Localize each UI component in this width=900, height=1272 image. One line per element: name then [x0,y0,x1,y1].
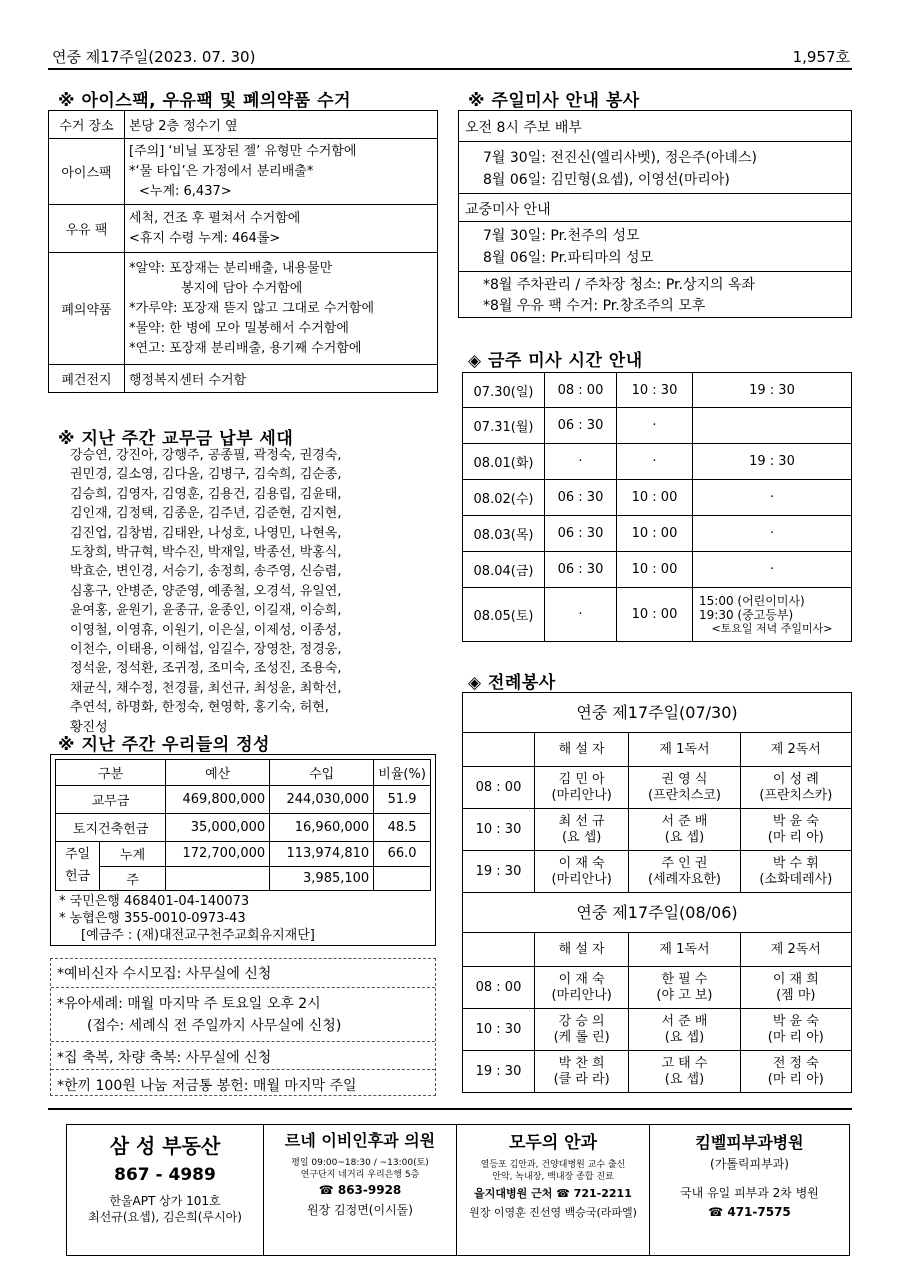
ratio-cell [374,866,431,891]
donor-line: 황진성 [70,719,108,735]
guide-section-lines [483,147,757,191]
guide-divider [459,221,851,222]
budget-cell: 172,700,000 [166,842,270,867]
name: 서 준 배 [661,1013,708,1029]
reader2-cell [740,767,851,809]
ad-line: 한울APT 상가 101호 [109,1194,221,1208]
table-row [463,408,852,444]
liturgy-table [462,692,852,1093]
guide-line: 8월 06일: Pr.파티마의 성모 [483,250,654,266]
time-cell [693,373,852,408]
col-header: 제 1독서 [629,733,740,767]
ratio-cell: 48.5 [374,814,431,842]
time-cell [693,408,852,444]
row-label: 아이스팩 [49,139,125,205]
line: <휴지 수령 누계: 464롤> [129,230,281,246]
ad-lines [457,1159,649,1220]
time-line: · [769,526,775,541]
reader2-cell [740,851,851,893]
guide-box [458,110,852,318]
bank-line: * 농협은행 355-0010-0973-43 [59,911,246,926]
guide-line: 7월 30일: Pr.천주의 성모 [483,228,640,244]
donor-line: 권민경, 길소영, 김다올, 김병구, 김숙희, 김순종, [70,467,342,483]
income-cell: 244,030,000 [270,786,374,814]
time-cell: 10 : 30 [463,1009,535,1051]
ad-line: 열등포 김안과, 건양대병원 교수 출신 [480,1160,626,1170]
baptismal-name: (요 셉) [664,1029,705,1045]
name: 이 성 례 [772,771,819,787]
ad-title: 킴벨피부과병원 [695,1133,804,1152]
ad-line: 을지대병원 근처 ☎ 721-2211 [474,1187,632,1200]
ad-ent-clinic [264,1124,456,1254]
baptismal-name: (마리안나) [551,787,612,803]
notice-divider [51,987,435,988]
col-header: 해 설 자 [535,933,629,967]
time-cell: · [545,588,617,642]
time-cell: 08 : 00 [463,767,535,809]
ad-line: 평일 09:00~18:30 / ~13:00(토) [291,1158,429,1168]
time-cell: 10 : 30 [463,809,535,851]
baptismal-name: (야 고 보) [656,987,713,1003]
time-cell: 06 : 30 [545,552,617,588]
time-cell: 10 : 00 [617,588,693,642]
table-row [49,253,438,365]
donor-line: 도창희, 박규혁, 박수진, 박재일, 박종선, 박홍식, [70,545,342,561]
time-cell: · [617,408,693,444]
table-row [463,480,852,516]
ad-real-estate [67,1124,263,1254]
baptismal-name: (프란치스카) [759,787,833,803]
row-label: 수거 장소 [49,111,125,139]
line: [주의] ‘비닐 포장된 젤’ 유형만 수거함에 [129,143,357,159]
offerings-title: ※ 지난 주간 우리들의 정성 [58,735,270,755]
donor-line: 채균식, 채수정, 천경률, 최선규, 최성윤, 최학선, [70,680,342,696]
time-cell: 19 : 30 [463,1051,535,1093]
day-cell: 07.30(일) [463,373,545,408]
baptismal-name: (클 라 라) [553,1071,610,1087]
notice-item: (접수: 세례식 전 주일까지 사무실에 신청) [87,1018,342,1034]
commentator-cell [535,1009,629,1051]
ad-line: 안악, 녹내장, 백내장 종합 진료 [492,1172,614,1182]
row-label: 우유 팩 [49,205,125,253]
name: 박 수 휘 [772,855,819,871]
table-row [56,842,431,867]
guide-line: *8월 주차관리 / 주차장 청소: Pr.상지의 옥좌 [483,277,756,293]
line: *‘물 타입’은 가정에서 분리배출* [129,163,314,179]
baptismal-name: (요 셉) [664,829,705,845]
col-header: 해 설 자 [535,733,629,767]
name: 김 민 아 [558,771,605,787]
donors-title: ※ 지난 주간 교무금 납부 세대 [58,429,294,449]
guide-section-lines [483,225,653,269]
commentator-cell [535,767,629,809]
col-header: 제 2독서 [740,933,851,967]
reader1-cell [629,1009,740,1051]
notice-item: *집 축복, 차량 축복: 사무실에 신청 [57,1050,272,1066]
footer-divider [48,1108,852,1110]
guide-line: 7월 30일: 전진신(엘리사벳), 정은주(아녜스) [483,150,757,166]
time-cell: · [545,444,617,480]
table-row [463,767,852,809]
time-cell: · [617,444,693,480]
guide-line: 8월 06일: 김민형(요셉), 이영선(마리아) [483,172,730,188]
notice-item: *한끼 100원 나눔 저금통 봉헌: 매월 마지막 주일 [57,1078,357,1094]
row-label: 토지건축헌금 [56,814,166,842]
name: 고 태 수 [661,1055,708,1071]
ratio-cell: 66.0 [374,842,431,867]
ad-line: 원장 김정면(이시돌) [307,1203,413,1217]
donor-line: 윤여홍, 윤원기, 윤종규, 윤종인, 이길재, 이승희, [70,603,342,619]
time-cell: 10 : 30 [617,373,693,408]
guide-divider [459,141,851,142]
notice-divider [51,1041,435,1042]
time-line: · [769,562,775,577]
time-line: · [769,490,775,505]
time-cell [693,588,852,642]
line: *알약: 포장재는 분리배출, 내용물만 [129,260,333,276]
bank-line: * 국민은행 468401-04-140073 [59,894,250,909]
line: <누계: 6,437> [139,183,232,199]
offerings-table [55,759,431,891]
notices-box [50,958,436,1096]
reader1-cell [629,767,740,809]
ad-lines [264,1157,456,1218]
col-header: 구분 [56,760,166,786]
table-row [463,373,852,408]
row-label: 폐건전지 [49,365,125,393]
guide-line: *8월 우유 팩 수거: Pr.창조주의 모후 [483,298,706,314]
donor-line: 심홍구, 안병준, 양준영, 예종철, 오경석, 유일연, [70,583,342,599]
time-line: 19 : 30 [749,454,795,469]
name: 이 재 숙 [558,855,605,871]
baptismal-name: (프란치스코) [648,787,721,803]
guide-section-label: 교중미사 안내 [465,202,551,218]
line: 본당 2층 정수기 옆 [129,119,238,134]
table-row [56,786,431,814]
reader1-cell [629,1051,740,1093]
notice-item: *유아세례: 매월 마지막 주 토요일 오후 2시 [57,996,321,1012]
issue-date: 연중 제17주일(2023. 07. 30) [52,48,256,66]
donor-line: 이천수, 이태용, 이해섭, 임길수, 장영찬, 정경웅, [70,642,342,658]
ad-line: (가톨릭피부과) [710,1157,789,1171]
line: 세척, 건조 후 펼쳐서 수거함에 [129,210,301,226]
time-cell: 10 : 00 [617,480,693,516]
donor-line: 이영철, 이영휴, 이원기, 이은실, 이제성, 이종성, [70,622,342,638]
time-cell: 10 : 00 [617,516,693,552]
ad-eye-clinic [457,1124,649,1254]
collection-table [48,110,438,393]
group-label: 주일 헌금 [56,842,100,891]
time-cell: 08 : 00 [463,967,535,1009]
offerings-box [50,754,436,946]
time-cell [693,516,852,552]
name: 박 윤 숙 [772,813,819,829]
table-row [56,760,431,786]
baptismal-name: (케 롤 린) [553,1029,610,1045]
budget-cell: 469,800,000 [166,786,270,814]
ad-title: 삼 성 부동산 [109,1134,221,1158]
table-row [463,444,852,480]
time-cell [693,444,852,480]
donor-line: 김진업, 김창범, 김태완, 나성호, 나영민, 나현옥, [70,525,342,541]
row-label: 주 [100,866,166,891]
baptismal-name: (요 셉) [561,829,602,845]
table-row [463,733,852,767]
donor-line: 정석윤, 정석환, 조귀정, 조미숙, 조성진, 조용숙, [70,661,342,677]
name: 박 찬 희 [558,1055,605,1071]
table-row [463,1009,852,1051]
commentator-cell [535,967,629,1009]
baptismal-name: (세례자요한) [648,871,721,887]
col-header: 수입 [270,760,374,786]
ad-line: ☎ 863-9928 [318,1183,402,1197]
row-label: 누계 [100,842,166,867]
baptismal-name: (마리안나) [551,987,612,1003]
reader2-cell [740,1009,851,1051]
guide-divider [459,271,851,272]
notice-item: *예비신자 수시모집: 사무실에 신청 [57,966,272,982]
line: 봉지에 담아 수거함에 [181,280,303,296]
col-header: 비율(%) [374,760,431,786]
time-cell: 10 : 00 [617,552,693,588]
table-row [463,967,852,1009]
donor-line: 김승희, 김영자, 김영훈, 김용건, 김용립, 김윤태, [70,486,342,502]
ratio-cell: 51.9 [374,786,431,814]
ad-line: 최선규(요셉), 김은희(루시아) [88,1210,242,1224]
col-header: 제 1독서 [629,933,740,967]
name: 이 재 희 [772,971,819,987]
donor-list [70,446,440,737]
ad-title: 모두의 안과 [508,1133,598,1153]
name: 최 선 규 [558,813,605,829]
week-title: 연중 제17주일(08/06) [463,893,852,933]
name: 이 재 숙 [558,971,605,987]
commentator-cell [535,1051,629,1093]
table-row [56,814,431,842]
table-row [49,365,438,393]
line: *가루약: 포장재 뜯지 않고 그대로 수거함에 [129,300,375,316]
row-label: 폐의약품 [49,253,125,365]
ad-line: 연구단지 네거리 우리은행 5층 [300,1170,420,1180]
baptismal-name: (요 셉) [664,1071,705,1087]
budget-cell [166,866,270,891]
name: 전 정 숙 [772,1055,819,1071]
day-cell: 07.31(월) [463,408,545,444]
commentator-cell [535,851,629,893]
name: 서 준 배 [661,813,708,829]
income-cell: 113,974,810 [270,842,374,867]
ad-line: 국내 유일 피부과 2차 병원 [680,1186,819,1200]
baptismal-name: (젬 마) [776,987,816,1003]
baptismal-name: (마 리 아) [767,1071,824,1087]
time-line: 19 : 30 [749,382,795,398]
table-row [463,693,852,733]
mass-times-table [462,372,852,642]
ad-line: 원장 이영훈 진선영 백승국(라파엘) [469,1206,637,1219]
row-content [125,139,438,205]
table-row [463,809,852,851]
time-cell [693,480,852,516]
time-cell: 06 : 30 [545,480,617,516]
reader1-cell [629,809,740,851]
reader2-cell [740,967,851,1009]
name: 강 승 의 [558,1013,605,1029]
row-content [125,253,438,365]
table-row [463,552,852,588]
time-cell: 19 : 30 [463,851,535,893]
day-cell: 08.04(금) [463,552,545,588]
time-cell: 06 : 30 [545,516,617,552]
reader2-cell [740,1051,851,1093]
col-header: 제 2독서 [740,733,851,767]
row-content [125,205,438,253]
row-content [125,111,438,139]
name: 한 필 수 [661,971,708,987]
table-row [463,1051,852,1093]
collection-title: ※ 아이스팩, 우유팩 및 폐의약품 수거 [58,91,351,111]
table-row [56,866,431,891]
notice-divider [51,1069,435,1070]
day-cell: 08.05(토) [463,588,545,642]
name: 권 영 식 [661,771,708,787]
baptismal-name: (마리안나) [551,871,612,887]
table-row [49,139,438,205]
row-content [125,365,438,393]
donor-line: 박효순, 변인경, 서승기, 송정희, 송주영, 신승렴, [70,564,342,580]
time-line: 19:30 (중고등부) [699,607,794,622]
row-label: 교무금 [56,786,166,814]
line: *연고: 포장재 분리배출, 용기째 수거함에 [129,340,362,356]
table-row [463,893,852,933]
reader1-cell [629,851,740,893]
time-cell: 08 : 00 [545,373,617,408]
income-cell: 3,985,100 [270,866,374,891]
budget-cell: 35,000,000 [166,814,270,842]
reader1-cell [629,967,740,1009]
blank-cell [463,733,535,767]
guide-section-label: 오전 8시 주보 배부 [465,120,582,136]
donor-line: 김인재, 김정택, 김종운, 김주년, 김준현, 김지현, [70,506,342,522]
donor-line: 추연석, 하명화, 한정숙, 현영학, 홍기숙, 허현, [70,700,329,716]
bank-line: [예금주 : (재)대전교구천주교회유지재단] [81,928,315,943]
income-cell: 16,960,000 [270,814,374,842]
header-divider [48,68,852,70]
blank-cell [463,933,535,967]
table-row [463,588,852,642]
guide-section-lines [483,275,755,317]
baptismal-name: (마 리 아) [767,1029,824,1045]
day-cell: 08.01(화) [463,444,545,480]
commentator-cell [535,809,629,851]
line: *물약: 한 병에 모아 밀봉해서 수거함에 [129,320,349,336]
ad-phone: 867 - 4989 [114,1165,216,1185]
time-line: 15:00 (어린이미사) [699,593,805,608]
day-cell: 08.02(수) [463,480,545,516]
time-cell: 06 : 30 [545,408,617,444]
baptismal-name: (소화데레사) [759,871,833,887]
name: 박 윤 숙 [772,1013,819,1029]
ad-lines [67,1193,263,1225]
donor-line: 강승연, 강진아, 강행주, 공종필, 곽정숙, 권경숙, [70,448,342,463]
table-row [463,933,852,967]
baptismal-name: (마 리 아) [767,829,824,845]
guide-divider [459,193,851,194]
guide-title: ※ 주일미사 안내 봉사 [468,91,640,111]
liturgy-title: ◈ 전례봉사 [468,673,556,693]
line: 행정복지센터 수거함 [129,373,247,388]
table-row [463,516,852,552]
time-line: <토요일 저녁 주일미사> [711,621,833,635]
mass-times-title: ◈ 금주 미사 시간 안내 [468,351,643,371]
table-row [49,205,438,253]
day-cell: 08.03(목) [463,516,545,552]
table-row [49,111,438,139]
reader2-cell [740,809,851,851]
ad-skin-clinic [650,1124,849,1254]
ad-line: ☎ 471-7575 [708,1205,791,1219]
issue-number: 1,957호 [792,48,850,66]
time-cell [693,552,852,588]
table-row [463,851,852,893]
col-header: 예산 [166,760,270,786]
ad-title: 르네 이비인후과 의원 [284,1131,436,1150]
name: 주 인 권 [661,855,708,871]
week-title: 연중 제17주일(07/30) [463,693,852,733]
bank-info [59,893,315,944]
